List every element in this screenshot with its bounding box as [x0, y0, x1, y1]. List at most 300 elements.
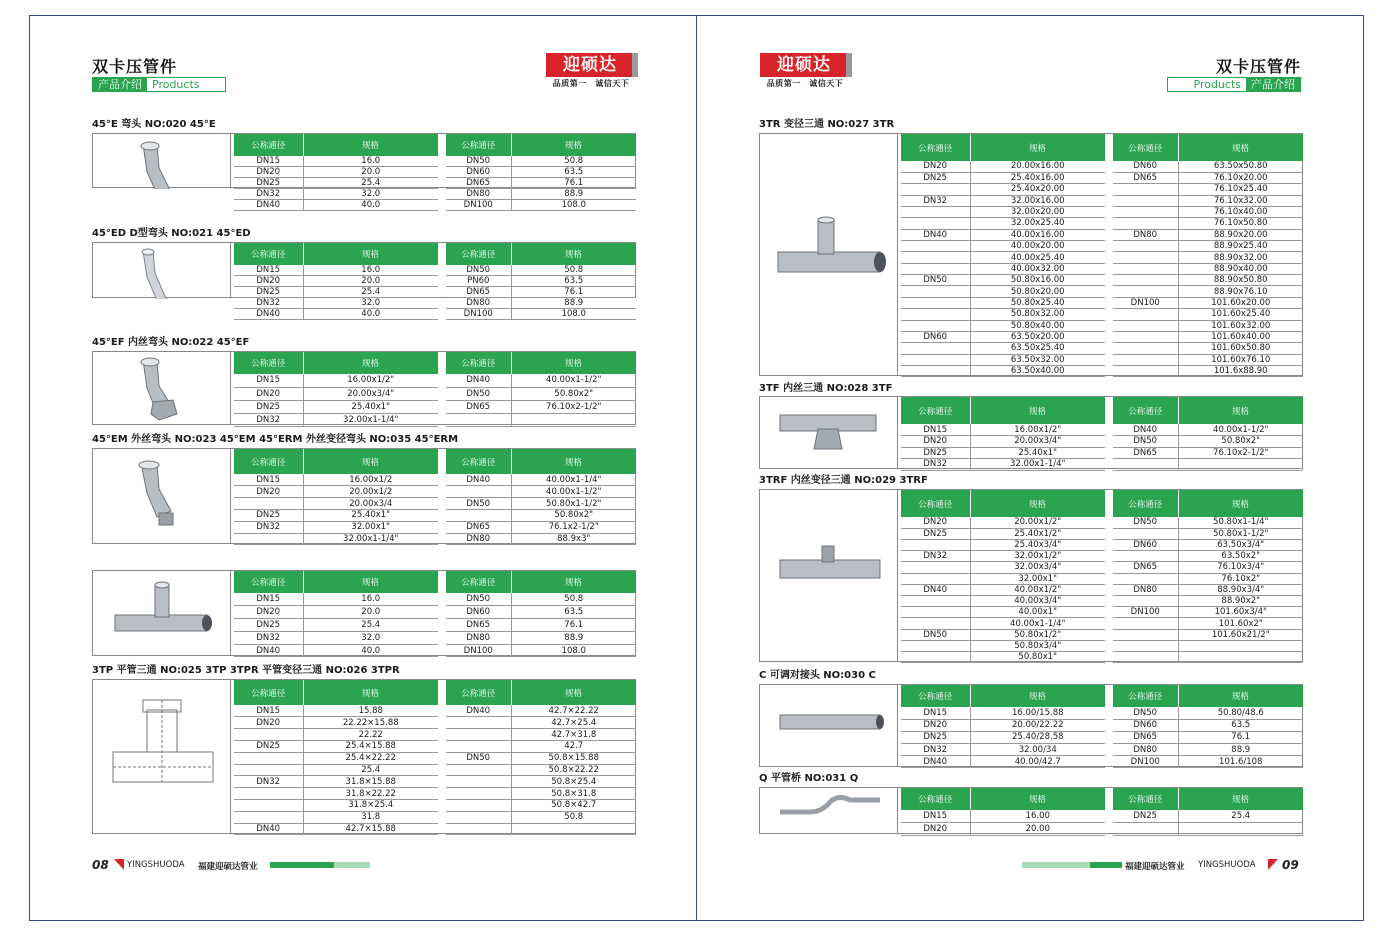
dn-cell: DN25 [234, 740, 303, 752]
dn-cell: DN40 [901, 756, 970, 768]
dn-cell [901, 652, 970, 663]
table-header: 公称通径 [901, 397, 970, 424]
spec-cell: 88.9 [1178, 744, 1303, 756]
table-row [234, 729, 438, 741]
spec-cell: 101.60x2" [1178, 618, 1303, 629]
product-section [92, 242, 636, 319]
spec-cell: 101.60x40.00 [1178, 331, 1303, 342]
dn-cell: DN20 [234, 387, 303, 400]
spec-table-a [234, 571, 439, 657]
dn-cell [446, 788, 511, 800]
spec-cell: 50.80x1-1/4" [1178, 517, 1303, 528]
dn-cell: DN25 [901, 528, 970, 539]
table-row [234, 413, 438, 426]
spec-cell: 16.0 [303, 156, 438, 167]
table-row [234, 178, 438, 189]
table-row [446, 788, 636, 800]
dn-cell [1113, 195, 1178, 206]
table-row [1113, 551, 1303, 562]
table-row [1113, 241, 1303, 252]
spec-cell: 20.00/22.22 [970, 719, 1105, 731]
spec-cell: 16.00 [970, 810, 1105, 823]
dn-cell [901, 596, 970, 607]
logo-accent [632, 53, 638, 77]
dn-cell [234, 533, 303, 545]
spec-cell: 101.6/108 [1178, 756, 1303, 768]
dn-cell [1113, 823, 1178, 836]
spec-cell: 25.40x1" [303, 400, 438, 413]
spec-cell: 42.7×31.8 [511, 729, 636, 741]
footer-bar-dark [1090, 862, 1122, 868]
tab-cn: 产品介绍 [93, 78, 147, 91]
dn-cell [1113, 528, 1178, 539]
spec-cell: 50.80x2" [511, 509, 636, 521]
product-image [93, 449, 231, 543]
spec-cell: 20.00x1/2" [970, 517, 1105, 528]
table-row [1113, 596, 1303, 607]
spec-cell: 50.8 [511, 265, 636, 276]
spec-cell: 101.60x20.00 [1178, 297, 1303, 308]
table-row [901, 252, 1105, 263]
table-row [446, 474, 636, 486]
table-row [446, 593, 636, 606]
product-section [92, 570, 636, 656]
dn-cell: DN20 [901, 719, 970, 731]
spec-cell: 25.40x16.00 [970, 172, 1105, 183]
spec-cell: 16.00x1/2" [303, 374, 438, 387]
dn-cell [234, 811, 303, 823]
dn-cell: DN20 [901, 436, 970, 448]
dn-cell: DN65 [1113, 562, 1178, 573]
spec-cell: 101.60x32.00 [1178, 320, 1303, 331]
spec-cell: 50.8×42.7 [511, 800, 636, 812]
table-row [1113, 447, 1303, 459]
spec-cell: 50.8×31.8 [511, 788, 636, 800]
table-row [1113, 343, 1303, 354]
table-row [1113, 365, 1303, 376]
dn-cell: DN32 [234, 521, 303, 533]
dn-cell [901, 640, 970, 651]
dn-cell [901, 286, 970, 297]
table-row [234, 509, 438, 521]
table-row [234, 764, 438, 776]
table-row [901, 629, 1105, 640]
table-header: 公称通径 [901, 490, 970, 517]
table-row [1113, 331, 1303, 342]
spec-cell: 40.00x20.00 [970, 241, 1105, 252]
dn-cell [446, 776, 511, 788]
table-header: 公称通径 [446, 571, 511, 593]
dn-cell: DN20 [901, 517, 970, 528]
tab-cn: 产品介绍 [1246, 78, 1300, 91]
table-header: 规格 [511, 352, 636, 374]
table-row [1113, 297, 1303, 308]
spec-cell: 63.50x2" [1178, 551, 1303, 562]
table-row [446, 631, 636, 644]
spec-cell: 50.80x1-1/2" [1178, 528, 1303, 539]
dn-cell: DN100 [446, 309, 511, 320]
dn-cell [1113, 309, 1178, 320]
dn-cell [1113, 343, 1178, 354]
spec-cell: 25.40x20.00 [970, 184, 1105, 195]
dn-cell: DN80 [1113, 744, 1178, 756]
table-header: 规格 [511, 680, 636, 705]
dn-cell: DN50 [446, 265, 511, 276]
table-row [901, 343, 1105, 354]
dn-cell [901, 607, 970, 618]
product-section [92, 679, 636, 834]
dn-cell: DN100 [1113, 607, 1178, 618]
fitting-icon [93, 680, 231, 835]
spec-cell: 76.10x20.00 [1178, 172, 1303, 183]
spec-cell: 76.10x50.80 [1178, 218, 1303, 229]
spec-cell: 32.00x1" [970, 573, 1105, 584]
spec-cell: 31.8×22.22 [303, 788, 438, 800]
spec-cell: 88.9 [511, 631, 636, 644]
spec-cell: 32.00x1-1/4" [303, 413, 438, 426]
section-title: 3TR 变径三通 NO:027 3TR [759, 119, 895, 130]
table-row [1113, 195, 1303, 206]
table-row [1113, 424, 1303, 436]
spec-cell: 50.80x3/4" [970, 640, 1105, 651]
table-row [1113, 517, 1303, 528]
red-arrow-icon [1268, 859, 1278, 870]
spec-table-b [446, 449, 637, 545]
fitting-icon [760, 397, 898, 470]
spec-cell: 20.0 [303, 167, 438, 178]
spec-cell: 88.9x3" [511, 533, 636, 545]
dn-cell [1113, 354, 1178, 365]
spec-cell: 42.7 [511, 740, 636, 752]
table-row [901, 286, 1105, 297]
spec-cell: 25.40x1" [303, 509, 438, 521]
dn-cell [901, 539, 970, 550]
dn-cell: DN65 [446, 287, 511, 298]
footer-bar-light [334, 862, 370, 868]
dn-cell [1113, 286, 1178, 297]
dn-cell [446, 717, 511, 729]
spec-cell: 76.10x40.00 [1178, 206, 1303, 217]
product-image [93, 243, 231, 297]
spec-cell: 108.0 [511, 309, 636, 320]
table-row [901, 756, 1105, 768]
dn-cell: DN65 [1113, 447, 1178, 459]
spec-cell: 108.0 [511, 200, 636, 211]
table-header: 规格 [1178, 134, 1303, 161]
table-header: 规格 [511, 571, 636, 593]
spec-cell: 63.5 [511, 167, 636, 178]
dn-cell: DN80 [446, 189, 511, 200]
table-row [446, 276, 636, 287]
dn-cell: DN100 [1113, 756, 1178, 768]
spec-cell: 101.60x76.10 [1178, 354, 1303, 365]
dn-cell [1113, 206, 1178, 217]
spec-table-b [446, 134, 637, 211]
spec-cell: 40.00x25.40 [970, 252, 1105, 263]
dn-cell: DN100 [446, 644, 511, 657]
dn-cell: DN15 [901, 810, 970, 823]
spec-cell: 31.8×25.4 [303, 800, 438, 812]
table-row [901, 707, 1105, 719]
spec-cell: 88.90x40.00 [1178, 263, 1303, 274]
table-header: 规格 [303, 352, 438, 374]
spec-cell [511, 823, 636, 835]
spec-cell: 50.80x1-1/2" [511, 498, 636, 510]
table-row [1113, 607, 1303, 618]
spec-table-a [234, 243, 439, 320]
table-row [901, 640, 1105, 651]
spec-cell: 32.0 [303, 298, 438, 309]
table-row [234, 156, 438, 167]
dn-cell: DN15 [901, 424, 970, 436]
dn-cell [446, 486, 511, 498]
table-row [1113, 320, 1303, 331]
spec-cell: 50.80x1" [970, 652, 1105, 663]
spec-table-a [234, 449, 439, 545]
table-header: 规格 [1178, 685, 1303, 707]
table-row [901, 309, 1105, 320]
table-row [234, 788, 438, 800]
table-row [446, 298, 636, 309]
table-row [1113, 184, 1303, 195]
table-row [234, 387, 438, 400]
spec-cell: 32.00x1" [303, 521, 438, 533]
table-row [446, 167, 636, 178]
product-image [760, 134, 898, 375]
spec-cell: 76.1 [511, 619, 636, 632]
table-row [446, 606, 636, 619]
table-row [234, 309, 438, 320]
dn-cell [901, 309, 970, 320]
table-row [446, 823, 636, 835]
table-header: 规格 [970, 788, 1105, 810]
spec-cell: 20.00 [970, 823, 1105, 836]
table-row [1113, 263, 1303, 274]
spec-cell: 15.88 [303, 705, 438, 717]
dn-cell: DN50 [1113, 707, 1178, 719]
spec-table-a [234, 134, 439, 211]
dn-cell [1113, 573, 1178, 584]
dn-cell: DN15 [234, 593, 303, 606]
dn-cell: DN32 [234, 413, 303, 426]
dn-cell [1113, 618, 1178, 629]
table-row [234, 400, 438, 413]
spec-cell: 20.00x3/4" [303, 387, 438, 400]
header-tab-bar [1167, 77, 1301, 92]
dn-cell [901, 320, 970, 331]
spec-cell: 20.0 [303, 276, 438, 287]
dn-cell [234, 729, 303, 741]
spec-cell [1178, 459, 1303, 471]
spec-cell: 42.7×25.4 [511, 717, 636, 729]
table-row [234, 265, 438, 276]
dn-cell: DN65 [446, 400, 511, 413]
table-row [446, 178, 636, 189]
spec-table-a [234, 352, 439, 427]
table-row [446, 752, 636, 764]
product-image [93, 352, 231, 424]
spec-cell: 88.90x32.00 [1178, 252, 1303, 263]
dn-cell [1113, 652, 1178, 663]
table-row [234, 593, 438, 606]
table-header: 规格 [1178, 788, 1303, 810]
dn-cell: DN60 [1113, 539, 1178, 550]
spec-table-b [1113, 397, 1304, 471]
table-header: 规格 [511, 449, 636, 474]
table-row [234, 521, 438, 533]
table-row [1113, 229, 1303, 240]
section-title: Q 平管桥 NO:031 Q [759, 773, 859, 784]
fitting-icon [760, 134, 898, 377]
dn-cell [901, 618, 970, 629]
spec-cell: 25.4 [1178, 810, 1303, 823]
dn-cell [901, 573, 970, 584]
spec-cell: 101.60x50.80 [1178, 343, 1303, 354]
brand-slogan: 品质第一 诚信天下 [552, 79, 630, 88]
table-row [901, 731, 1105, 743]
table-header: 规格 [1178, 397, 1303, 424]
spec-cell [1178, 652, 1303, 663]
table-header: 公称通径 [901, 788, 970, 810]
dn-cell: DN32 [234, 298, 303, 309]
fitting-icon [93, 352, 231, 426]
footer-brand: YINGSHUODA [127, 860, 185, 870]
spec-cell: 50.80x32.00 [970, 309, 1105, 320]
spec-cell: 16.0 [303, 593, 438, 606]
dn-cell: DN20 [901, 161, 970, 172]
table-row [901, 195, 1105, 206]
dn-cell [901, 297, 970, 308]
fitting-icon [93, 571, 231, 657]
dn-cell: DN25 [234, 287, 303, 298]
dn-cell [1113, 459, 1178, 471]
table-header: 规格 [303, 680, 438, 705]
spec-cell: 63.50x3/4" [1178, 539, 1303, 550]
table-row [234, 498, 438, 510]
page-number: 09 [1282, 858, 1299, 872]
dn-cell [446, 509, 511, 521]
spec-cell: 20.00x3/4" [970, 436, 1105, 448]
section-title: 45°ED D型弯头 NO:021 45°ED [92, 228, 251, 239]
table-header: 公称通径 [234, 243, 303, 265]
spec-cell: 40.0 [303, 309, 438, 320]
footer-bar-light [1022, 862, 1090, 868]
spec-table-b [1113, 134, 1304, 377]
dn-cell: DN15 [234, 705, 303, 717]
spec-cell [511, 413, 636, 426]
spec-cell: 50.8 [511, 156, 636, 167]
dn-cell: DN25 [234, 509, 303, 521]
spec-cell: 50.80x16.00 [970, 275, 1105, 286]
dn-cell: DN80 [446, 533, 511, 545]
dn-cell: DN60 [1113, 161, 1178, 172]
spec-cell: 76.1 [511, 287, 636, 298]
table-row [1113, 218, 1303, 229]
table-row [901, 607, 1105, 618]
table-row [234, 298, 438, 309]
table-row [446, 717, 636, 729]
table-header: 公称通径 [1113, 788, 1178, 810]
dn-cell: DN80 [1113, 229, 1178, 240]
table-header: 规格 [970, 397, 1105, 424]
table-row [446, 387, 636, 400]
table-row [901, 719, 1105, 731]
table-row [234, 800, 438, 812]
table-row [234, 374, 438, 387]
table-header: 规格 [511, 134, 636, 156]
dn-cell: DN32 [234, 776, 303, 788]
dn-cell: DN60 [901, 331, 970, 342]
table-row [1113, 562, 1303, 573]
dn-cell: DN60 [1113, 719, 1178, 731]
dn-cell: DN25 [901, 447, 970, 459]
brand-slogan: 品质第一 诚信天下 [766, 79, 844, 88]
dn-cell [1113, 551, 1178, 562]
table-header: 公称通径 [901, 685, 970, 707]
table-row [1113, 618, 1303, 629]
spec-cell: 50.80x2" [511, 387, 636, 400]
table-row [446, 200, 636, 211]
table-row [234, 740, 438, 752]
table-row [901, 810, 1105, 823]
product-section [759, 396, 1303, 469]
table-header: 规格 [303, 571, 438, 593]
table-row [446, 486, 636, 498]
dn-cell [1113, 365, 1178, 376]
table-row [1113, 731, 1303, 743]
table-row [901, 517, 1105, 528]
dn-cell: DN50 [1113, 517, 1178, 528]
dn-cell [901, 252, 970, 263]
spec-cell: 32.00x1/2" [970, 551, 1105, 562]
dn-cell: DN50 [446, 156, 511, 167]
spec-cell: 16.00x1/2 [303, 474, 438, 486]
spec-cell: 63.50x20.00 [970, 331, 1105, 342]
dn-cell: DN40 [901, 229, 970, 240]
table-row [1113, 756, 1303, 768]
dn-cell: DN40 [446, 474, 511, 486]
spec-cell: 20.00x3/4 [303, 498, 438, 510]
brand-logo [760, 53, 850, 91]
table-row [901, 241, 1105, 252]
table-header: 规格 [970, 490, 1105, 517]
spec-cell: 88.9 [511, 189, 636, 200]
dn-cell: DN65 [446, 178, 511, 189]
spec-cell: 40.00x1-1/4" [970, 618, 1105, 629]
table-header: 公称通径 [234, 449, 303, 474]
product-section [759, 684, 1303, 767]
spec-cell: 88.90x3/4" [1178, 584, 1303, 595]
table-row [446, 413, 636, 426]
table-row [446, 521, 636, 533]
spec-cell: 76.10x2" [1178, 573, 1303, 584]
dn-cell: DN20 [234, 167, 303, 178]
dn-cell: DN80 [1113, 584, 1178, 595]
spec-cell: 63.5 [511, 276, 636, 287]
spec-cell: 25.4 [303, 287, 438, 298]
table-row [234, 167, 438, 178]
spec-cell: 88.90x76.10 [1178, 286, 1303, 297]
page-title: 双卡压管件 [1215, 57, 1301, 76]
dn-cell: DN25 [901, 172, 970, 183]
table-header: 公称通径 [234, 571, 303, 593]
dn-cell [446, 823, 511, 835]
spec-cell: 88.90x20.00 [1178, 229, 1303, 240]
spec-cell: 40.0 [303, 644, 438, 657]
dn-cell: DN65 [1113, 172, 1178, 183]
spec-cell: 76.10x32.00 [1178, 195, 1303, 206]
footer-brand: YINGSHUODA [1198, 860, 1256, 870]
